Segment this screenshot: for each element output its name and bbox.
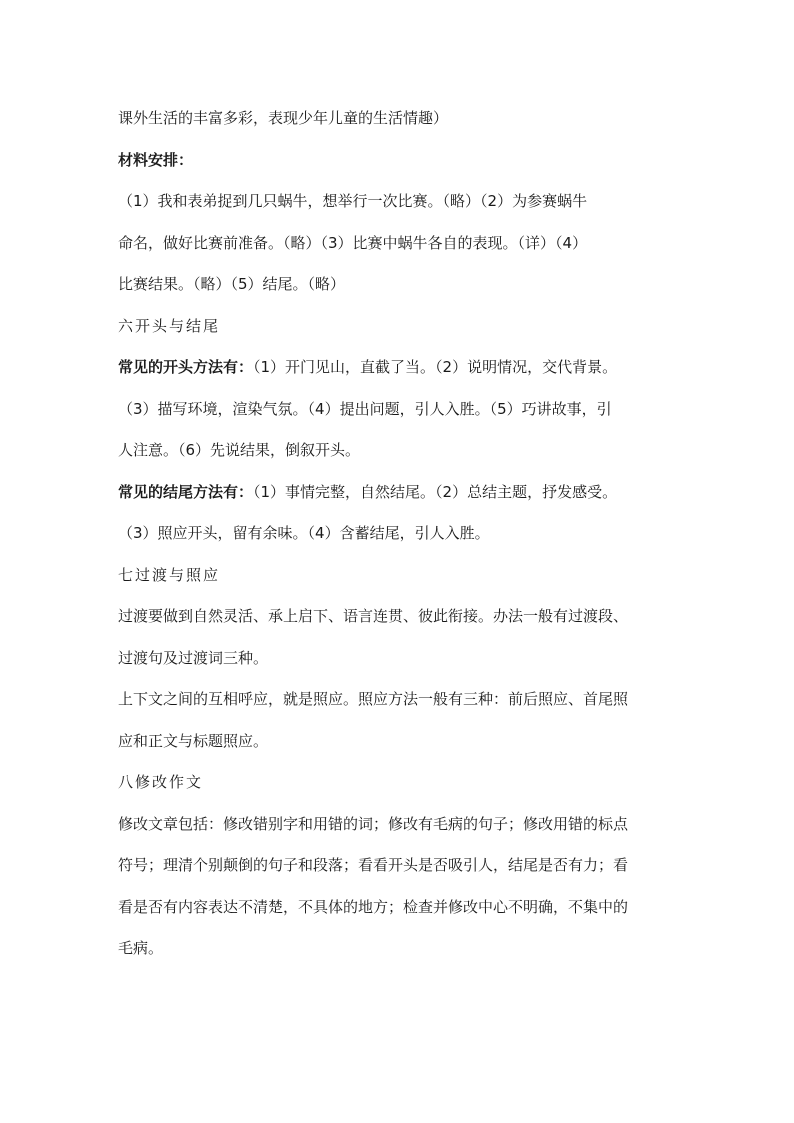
heading-opening-ending: 六开头与结尾	[118, 316, 221, 335]
opening-methods-label: 常见的开头方法有：	[118, 358, 254, 376]
document-page	[118, 103, 698, 975]
text-line: 过渡句及过渡词三种。	[118, 648, 269, 667]
text-line	[118, 352, 698, 394]
text-line: 符号；理清个别颠倒的句子和段落；看看开头是否吸引人，结尾是否有力；看	[118, 856, 629, 874]
text-line: 人注意。（6）先说结果，倒叙开头。	[118, 441, 361, 459]
text-line: 命名，做好比赛前准备。（略）（3）比赛中蜗牛各自的表现。（详）（4）	[118, 233, 588, 252]
text-line: 过渡要做到自然灵活、承上启下、语言连贯、彼此衔接。办法一般有过渡段、	[118, 607, 629, 625]
heading-revision: 八修改作文	[118, 773, 204, 791]
heading-transition: 七过渡与照应	[118, 565, 221, 584]
opening-methods-text: （1）开门见山，直截了当。（2）说明情况，交代背景。	[253, 358, 618, 376]
text-line: （3）描写环境，渲染气氛。（4）提出问题，引人入胜。（5）巧讲故事，引	[118, 399, 612, 418]
text-line	[118, 477, 698, 519]
text-line: （1）我和表弟捉到几只蜗牛，想举行一次比赛。（略）（2）为参赛蜗牛	[118, 192, 588, 210]
text-line: 毛病。	[118, 939, 164, 957]
text-line: 应和正文与标题照应。	[118, 731, 269, 750]
text-line: 上下文之间的互相呼应，就是照应。照应方法一般有三种：前后照应、首尾照	[118, 690, 629, 708]
ending-methods-text: （1）事情完整，自然结尾。（2）总结主题，抒发感受。	[253, 482, 618, 501]
text-line: 修改文章包括：修改错别字和用错的词；修改有毛病的句子；修改用错的标点	[118, 814, 629, 833]
text-line: （3）照应开头，留有余味。（4）含蓄结尾，引人入胜。	[118, 524, 490, 542]
text-line: 看是否有内容表达不清楚，不具体的地方；检查并修改中心不明确，不集中的	[118, 897, 629, 916]
section-label-material: 材料安排：	[118, 150, 194, 169]
text-line: 课外生活的丰富多彩，表现少年儿童的生活情趣）	[118, 109, 449, 127]
ending-methods-label: 常见的结尾方法有：	[118, 482, 254, 501]
text-line: 比赛结果。（略）（5）结尾。（略）	[118, 275, 346, 293]
